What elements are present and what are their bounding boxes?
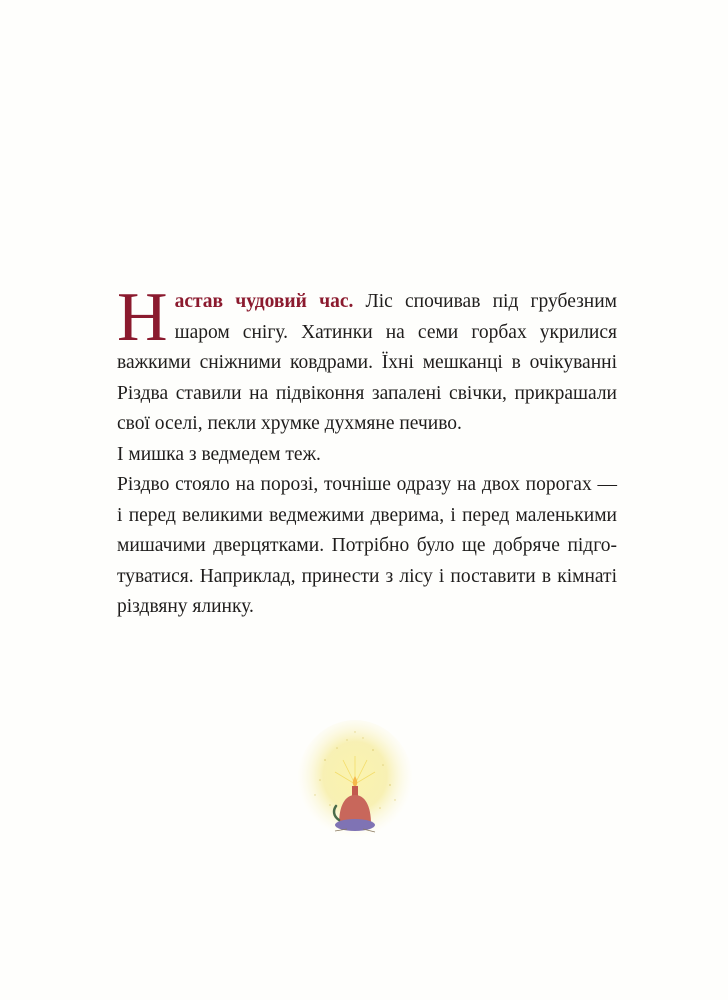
paragraph-1 — [117, 279, 617, 440]
drop-cap: Н — [117, 279, 168, 356]
story-text — [117, 279, 617, 623]
lead-in-phrase: астав чудовий час. — [174, 291, 354, 312]
paragraph-2: І мишка з ведмедем теж. — [117, 443, 321, 465]
candle — [352, 786, 358, 796]
paragraph-1-text: Ліс спочивав під грубезним шаром снігу. Хатинки на семи горбах укрилися важкими сніжними ковдрами. Їхні мешканці в очікуванні Різдва ставили на підвіконня запалені свічки, прикрашали свої оселі, пекли хрумке духмяне печиво. — [117, 291, 617, 434]
mouse-with-candle-illustration — [295, 720, 415, 850]
paragraph-3: Різдво стояло на порозі, точніше одразу на двох порогах — і перед великими ведмежими дверима, і перед маленькими мишачими дверцятками. Потрібно було ще добряче підготуватися. Наприклад, принести з лісу і поставити в кімнаті різдвяну ялинку. — [117, 474, 617, 617]
mouse-base — [335, 819, 375, 831]
